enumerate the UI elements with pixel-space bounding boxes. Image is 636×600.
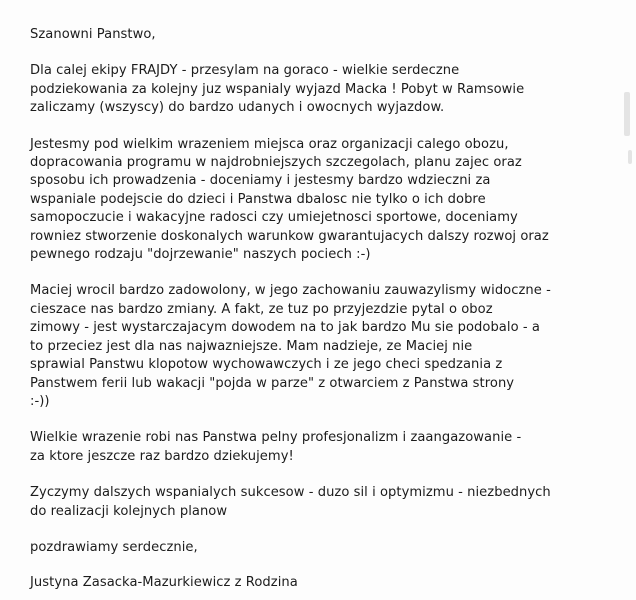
text-line: samopoczucie i wakacyjne radosci czy umiejetnosci sportowe, doceniamy bbox=[30, 210, 518, 226]
text-line: to przeciez jest dla nas najwazniejsze. Mam nadzieje, ze Maciej nie bbox=[30, 338, 473, 354]
text-line: Jestesmy pod wielkim wrazeniem miejsca oraz organizacji calego obozu, bbox=[30, 136, 509, 152]
text-line: wspaniale podejscie do dzieci i Panstwa dbalosc nie tylko o ich dobre bbox=[30, 191, 486, 207]
text-line: Maciej wrocil bardzo zadowolony, w jego zachowaniu zauwazylismy widoczne - bbox=[30, 283, 551, 299]
letter-body bbox=[30, 26, 630, 593]
text-line: sposobu ich prowadzenia - doceniamy i jestesmy bardzo wdzieczni za bbox=[30, 173, 491, 189]
text-line: za ktore jeszcze raz bardzo dziekujemy! bbox=[30, 448, 294, 464]
paragraph-impressions bbox=[30, 136, 630, 265]
text-line: do realizacji kolejnych planow bbox=[30, 503, 228, 519]
text-line: Dla calej ekipy FRAJDY - przesylam na goraco - wielkie serdeczne bbox=[30, 63, 460, 79]
text-line: :-)) bbox=[30, 393, 50, 409]
text-line: zimowy - jest wystarczajacym dowodem na to jak bardzo Mu sie podobalo - a bbox=[30, 320, 540, 336]
text-line: podziekowania za kolejny juz wspanialy wyjazd Macka ! Pobyt w Ramsowie bbox=[30, 81, 525, 97]
text-line: Zyczymy dalszych wspanialych sukcesow - duzo sil i optymizmu - niezbednych bbox=[30, 485, 551, 501]
text-line: sprawial Panstwu klopotow wychowawczych i ze jego checi spedzania z bbox=[30, 357, 503, 373]
paragraph-wishes bbox=[30, 484, 630, 521]
paragraph-maciej bbox=[30, 282, 630, 411]
text-line: Panstwem ferii lub wakacji "pojda w parze" z otwarciem z Panstwa strony bbox=[30, 375, 515, 391]
text-line: rowniez stworzenie doskonalych warunkow gwarantujacych dalszy rozwoj oraz bbox=[30, 228, 549, 244]
paragraph-professionalism bbox=[30, 429, 630, 466]
text-line: dopracowania programu w najdrobniejszych szczegolach, planu zajec oraz bbox=[30, 155, 522, 171]
text-line: zaliczamy (wszyscy) do bardzo udanych i owocnych wyjazdow. bbox=[30, 100, 445, 116]
letter-signature: Justyna Zasacka-Mazurkiewicz z Rodzina bbox=[30, 575, 298, 591]
text-line: pewnego rodzaju "dojrzewanie" naszych pociech :-) bbox=[30, 247, 371, 263]
text-line: cieszace nas bardzo zmiany. A fakt, ze tuz po przyjezdzie pytal o oboz bbox=[30, 301, 493, 317]
letter-closing: pozdrawiamy serdecznie, bbox=[30, 539, 198, 555]
letter-greeting: Szanowni Panstwo, bbox=[30, 27, 156, 42]
paragraph-thanks bbox=[30, 62, 630, 117]
text-line: Wielkie wrazenie robi nas Panstwa pelny profesjonalizm i zaangazowanie - bbox=[30, 430, 522, 446]
